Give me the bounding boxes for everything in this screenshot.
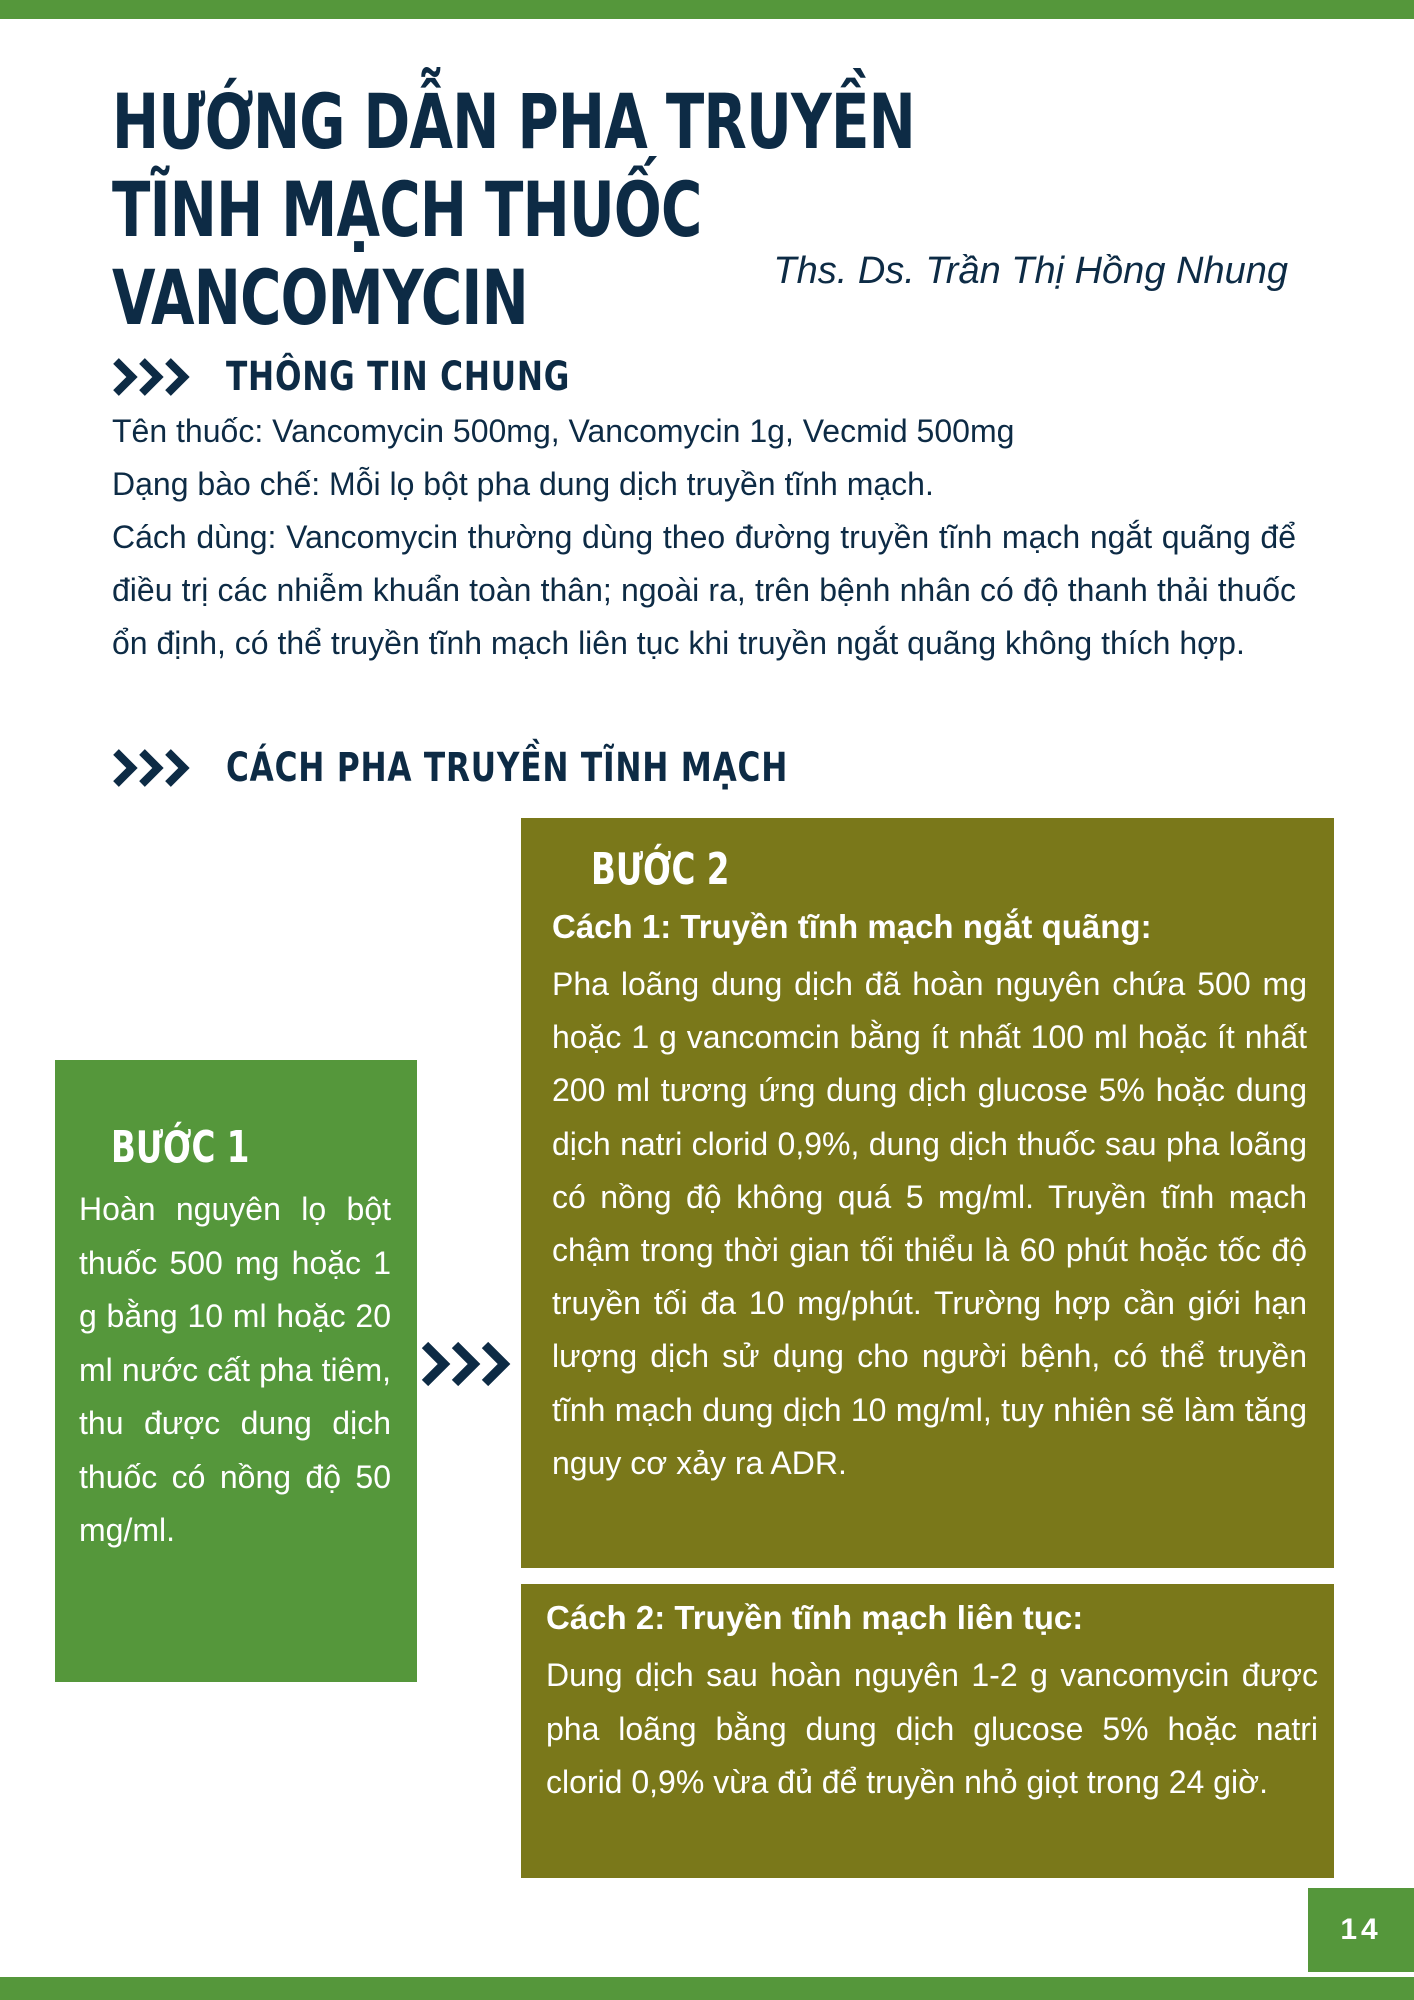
section-heading-general-info <box>112 354 667 400</box>
step-1-box <box>55 1060 417 1682</box>
method-2-text: Dung dịch sau hoàn nguyên 1-2 g vancomycin được pha loãng bằng dung dịch glucose 5% hoặc natri clorid 0,9% vừa đủ để truyền nhỏ giọt trong 24 giờ. <box>546 1657 1318 1800</box>
method-2-title: Cách 2: Truyền tĩnh mạch liên tục: <box>546 1599 1084 1636</box>
step-1-title: BƯỚC 1 <box>111 1122 250 1173</box>
bottom-accent-bar <box>0 1977 1414 2000</box>
section-heading-label: CÁCH PHA TRUYỀN TĨNH MẠCH <box>226 745 789 791</box>
title-line-2: VANCOMYCIN <box>112 253 528 342</box>
general-info-block <box>112 405 1296 670</box>
method-1-text: Pha loãng dung dịch đã hoàn nguyên chứa 500 mg hoặc 1 g vancomcin bằng ít nhất 100 ml hoặc ít nhất 200 ml tương ứng dung dịch glucose 5% hoặc dung dịch natri clorid 0,9%, dung dịch thuốc sau pha loãng có nồng độ không quá 5 mg/ml. Truyền tĩnh mạch chậm trong thời gian tối thiểu là 60 phút hoặc tốc độ truyền tối đa 10 mg/phút. Trường hợp cần giới hạn lượng dịch sử dụng cho người bệnh, có thể truyền tĩnh mạch dung dịch 10 mg/ml, tuy nhiên sẽ làm tăng nguy cơ xảy ra ADR. <box>552 966 1307 1481</box>
step-1-text: Hoàn nguyên lọ bột thuốc 500 mg hoặc 1 g bằng 10 ml hoặc 20 ml nước cất pha tiêm, thu được dung dịch thuốc có nồng độ 50 mg/ml. <box>79 1191 391 1548</box>
section-heading-label: THÔNG TIN CHUNG <box>226 354 571 400</box>
page-number: 14 <box>1308 1888 1414 1972</box>
page-title <box>112 78 1000 342</box>
dosage-form-text: Dạng bào chế: Mỗi lọ bột pha dung dịch truyền tĩnh mạch. <box>112 466 934 502</box>
method-1-title: Cách 1: Truyền tĩnh mạch ngắt quãng: <box>552 908 1152 945</box>
triple-chevron-right-icon <box>112 356 198 398</box>
usage-text: Cách dùng: Vancomycin thường dùng theo đường truyền tĩnh mạch ngắt quãng để điều trị các nhiễm khuẩn toàn thân; ngoài ra, trên bệnh nhân có độ thanh thải thuốc ổn định, có thể truyền tĩnh mạch liên tục khi truyền ngắt quãng không thích hợp. <box>112 519 1296 661</box>
triple-chevron-right-icon <box>420 1340 514 1388</box>
step-2-title: BƯỚC 2 <box>591 844 730 895</box>
section-heading-preparation <box>112 745 947 791</box>
step-2-box <box>521 818 1334 1568</box>
drug-names-text: Tên thuốc: Vancomycin 500mg, Vancomycin 1g, Vecmid 500mg <box>112 413 1015 449</box>
author-name: Ths. Ds. Trần Thị Hồng Nhung <box>773 250 1288 292</box>
method-2-box <box>521 1584 1334 1878</box>
triple-chevron-right-icon <box>112 747 198 789</box>
top-accent-bar <box>0 0 1414 19</box>
title-line-1: HƯỚNG DẪN PHA TRUYỀN TĨNH MẠCH THUỐC <box>112 77 915 254</box>
